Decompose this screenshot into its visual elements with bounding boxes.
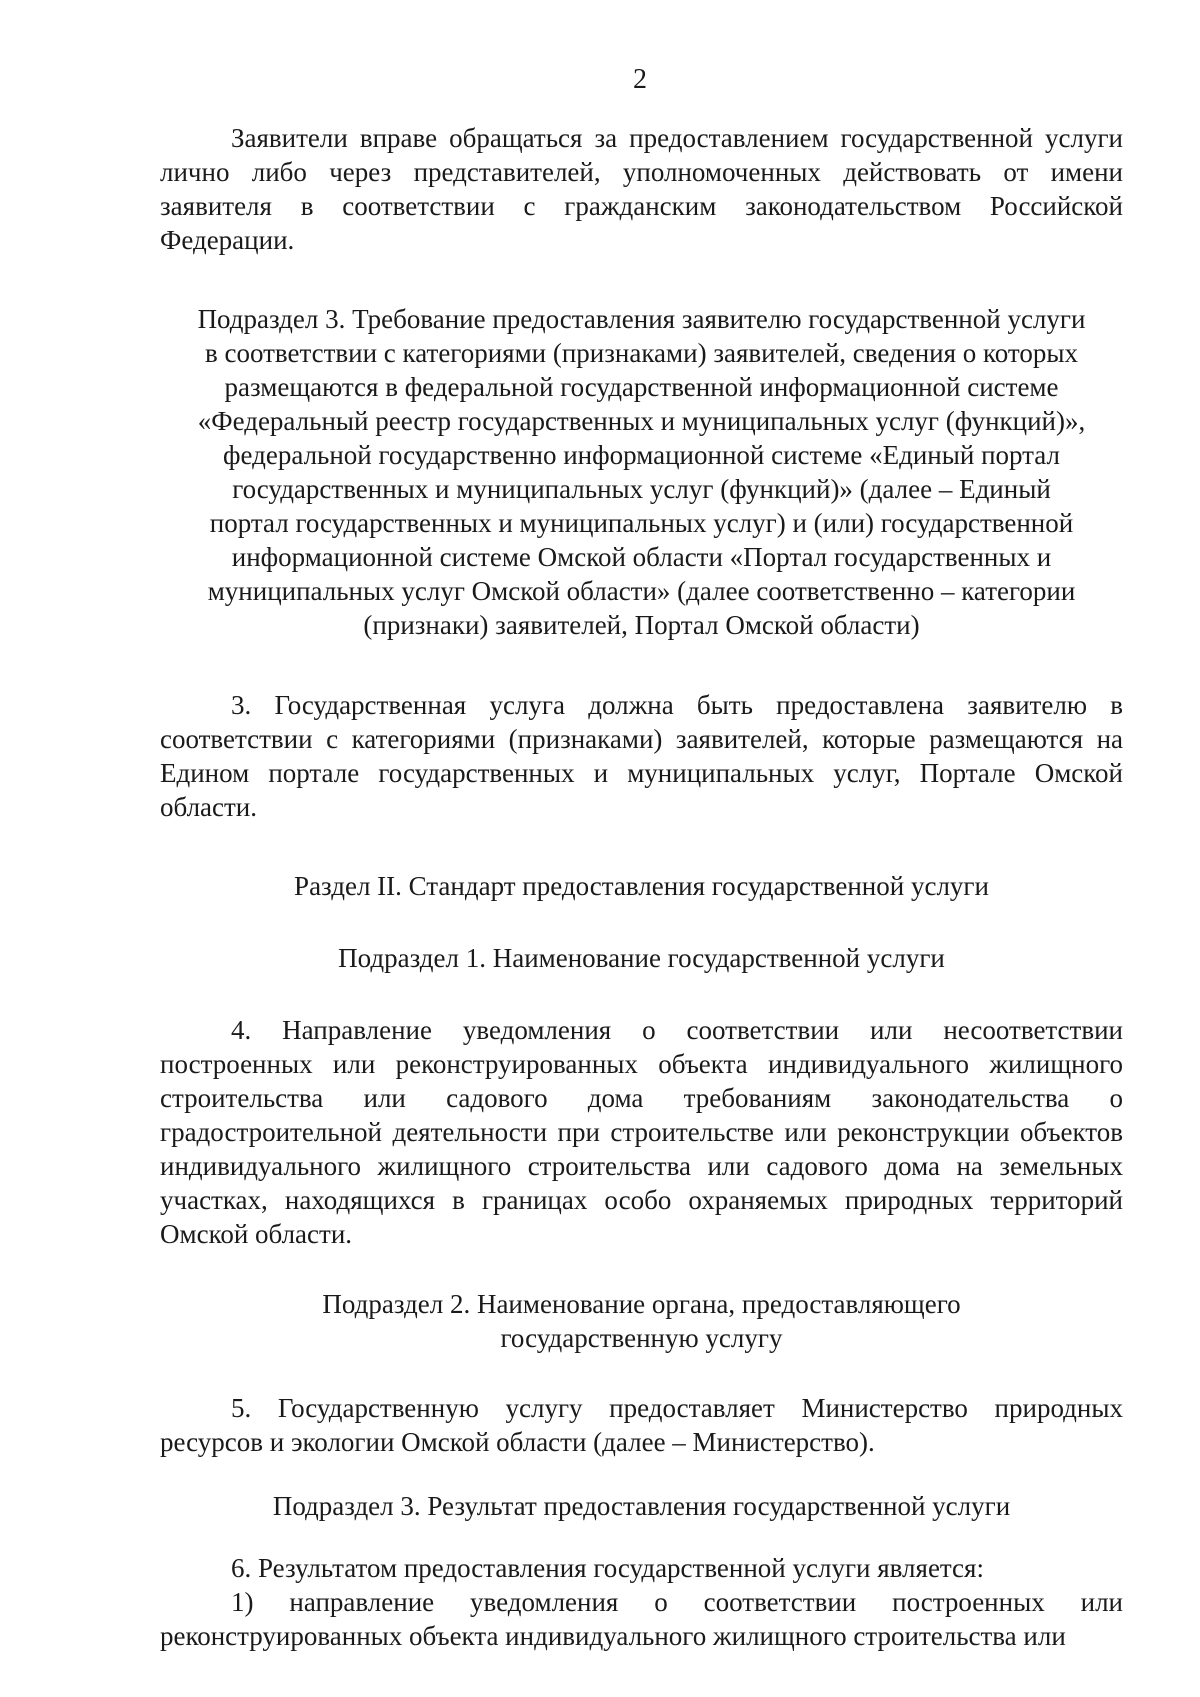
heading-line: муниципальных услуг Омской области» (далее соответственно – категории — [207, 576, 1076, 606]
paragraph-4: 4. Направление уведомления о соответствии или несоответствии построенных или реконструированных объекта индивидуального жилищного строительства или садового дома требованиям законодательства о градостроительной деятельности при строительстве или реконструкции объектов индивидуального жилищного строительства или садового дома на земельных участках, находящихся в границах особо охраняемых природных территорий Омской области. — [160, 1015, 1123, 1249]
section-2-heading: Раздел II. Стандарт предоставления государственной услуги — [294, 871, 989, 901]
subsection-3-result-heading: Подраздел 3. Результат предоставления государственной услуги — [272, 1491, 1011, 1521]
paragraph-6-item-1: 1) направление уведомления о соответствии построенных или реконструированных объекта индивидуального жилищного строительства или — [160, 1587, 1123, 1651]
document-body — [160, 121, 1123, 1653]
subsection-1-heading: Подраздел 1. Наименование государственной услуги — [338, 943, 945, 973]
heading-line: Подраздел 3. Требование предоставления заявителю государственной услуги — [197, 304, 1086, 334]
heading-line: (признаки) заявителей, Портал Омской области) — [363, 610, 920, 640]
paragraph-6: 6. Результатом предоставления государственной услуги является: — [231, 1553, 984, 1583]
paragraph-applicants: Заявители вправе обращаться за предоставлением государственной услуги лично либо через представителей, уполномоченных действовать от имени заявителя в соответствии с гражданским законодательством Российской Федерации. — [160, 123, 1123, 255]
heading-line: «Федеральный реестр государственных и муниципальных услуг (функций)», — [197, 406, 1086, 436]
subsection-3-requirements-heading — [160, 302, 1123, 642]
heading-line: государственную услугу — [500, 1323, 783, 1353]
heading-line: портал государственных и муниципальных услуг) и (или) государственной — [209, 508, 1074, 538]
heading-line: Подраздел 2. Наименование органа, предоставляющего — [322, 1289, 961, 1319]
heading-line: в соответствии с категориями (признаками) заявителей, сведения о которых — [204, 338, 1078, 368]
paragraph-3: 3. Государственная услуга должна быть предоставлена заявителю в соответствии с категориями (признаками) заявителей, которые размещаются на Едином портале государственных и муниципальных услуг, Портале Омской области. — [160, 690, 1123, 822]
subsection-2-heading — [160, 1287, 1123, 1355]
heading-line: государственных и муниципальных услуг (функций)» (далее – Единый — [232, 474, 1051, 504]
heading-line: федеральной государственно информационной системе «Единый портал — [223, 440, 1060, 470]
heading-line: информационной системе Омской области «Портал государственных и — [231, 542, 1052, 572]
paragraph-5: 5. Государственную услугу предоставляет Министерство природных ресурсов и экологии Омской области (далее – Министерство). — [160, 1393, 1123, 1457]
heading-line: размещаются в федеральной государственной информационной системе — [224, 372, 1059, 402]
page-number: 2 — [633, 64, 647, 95]
